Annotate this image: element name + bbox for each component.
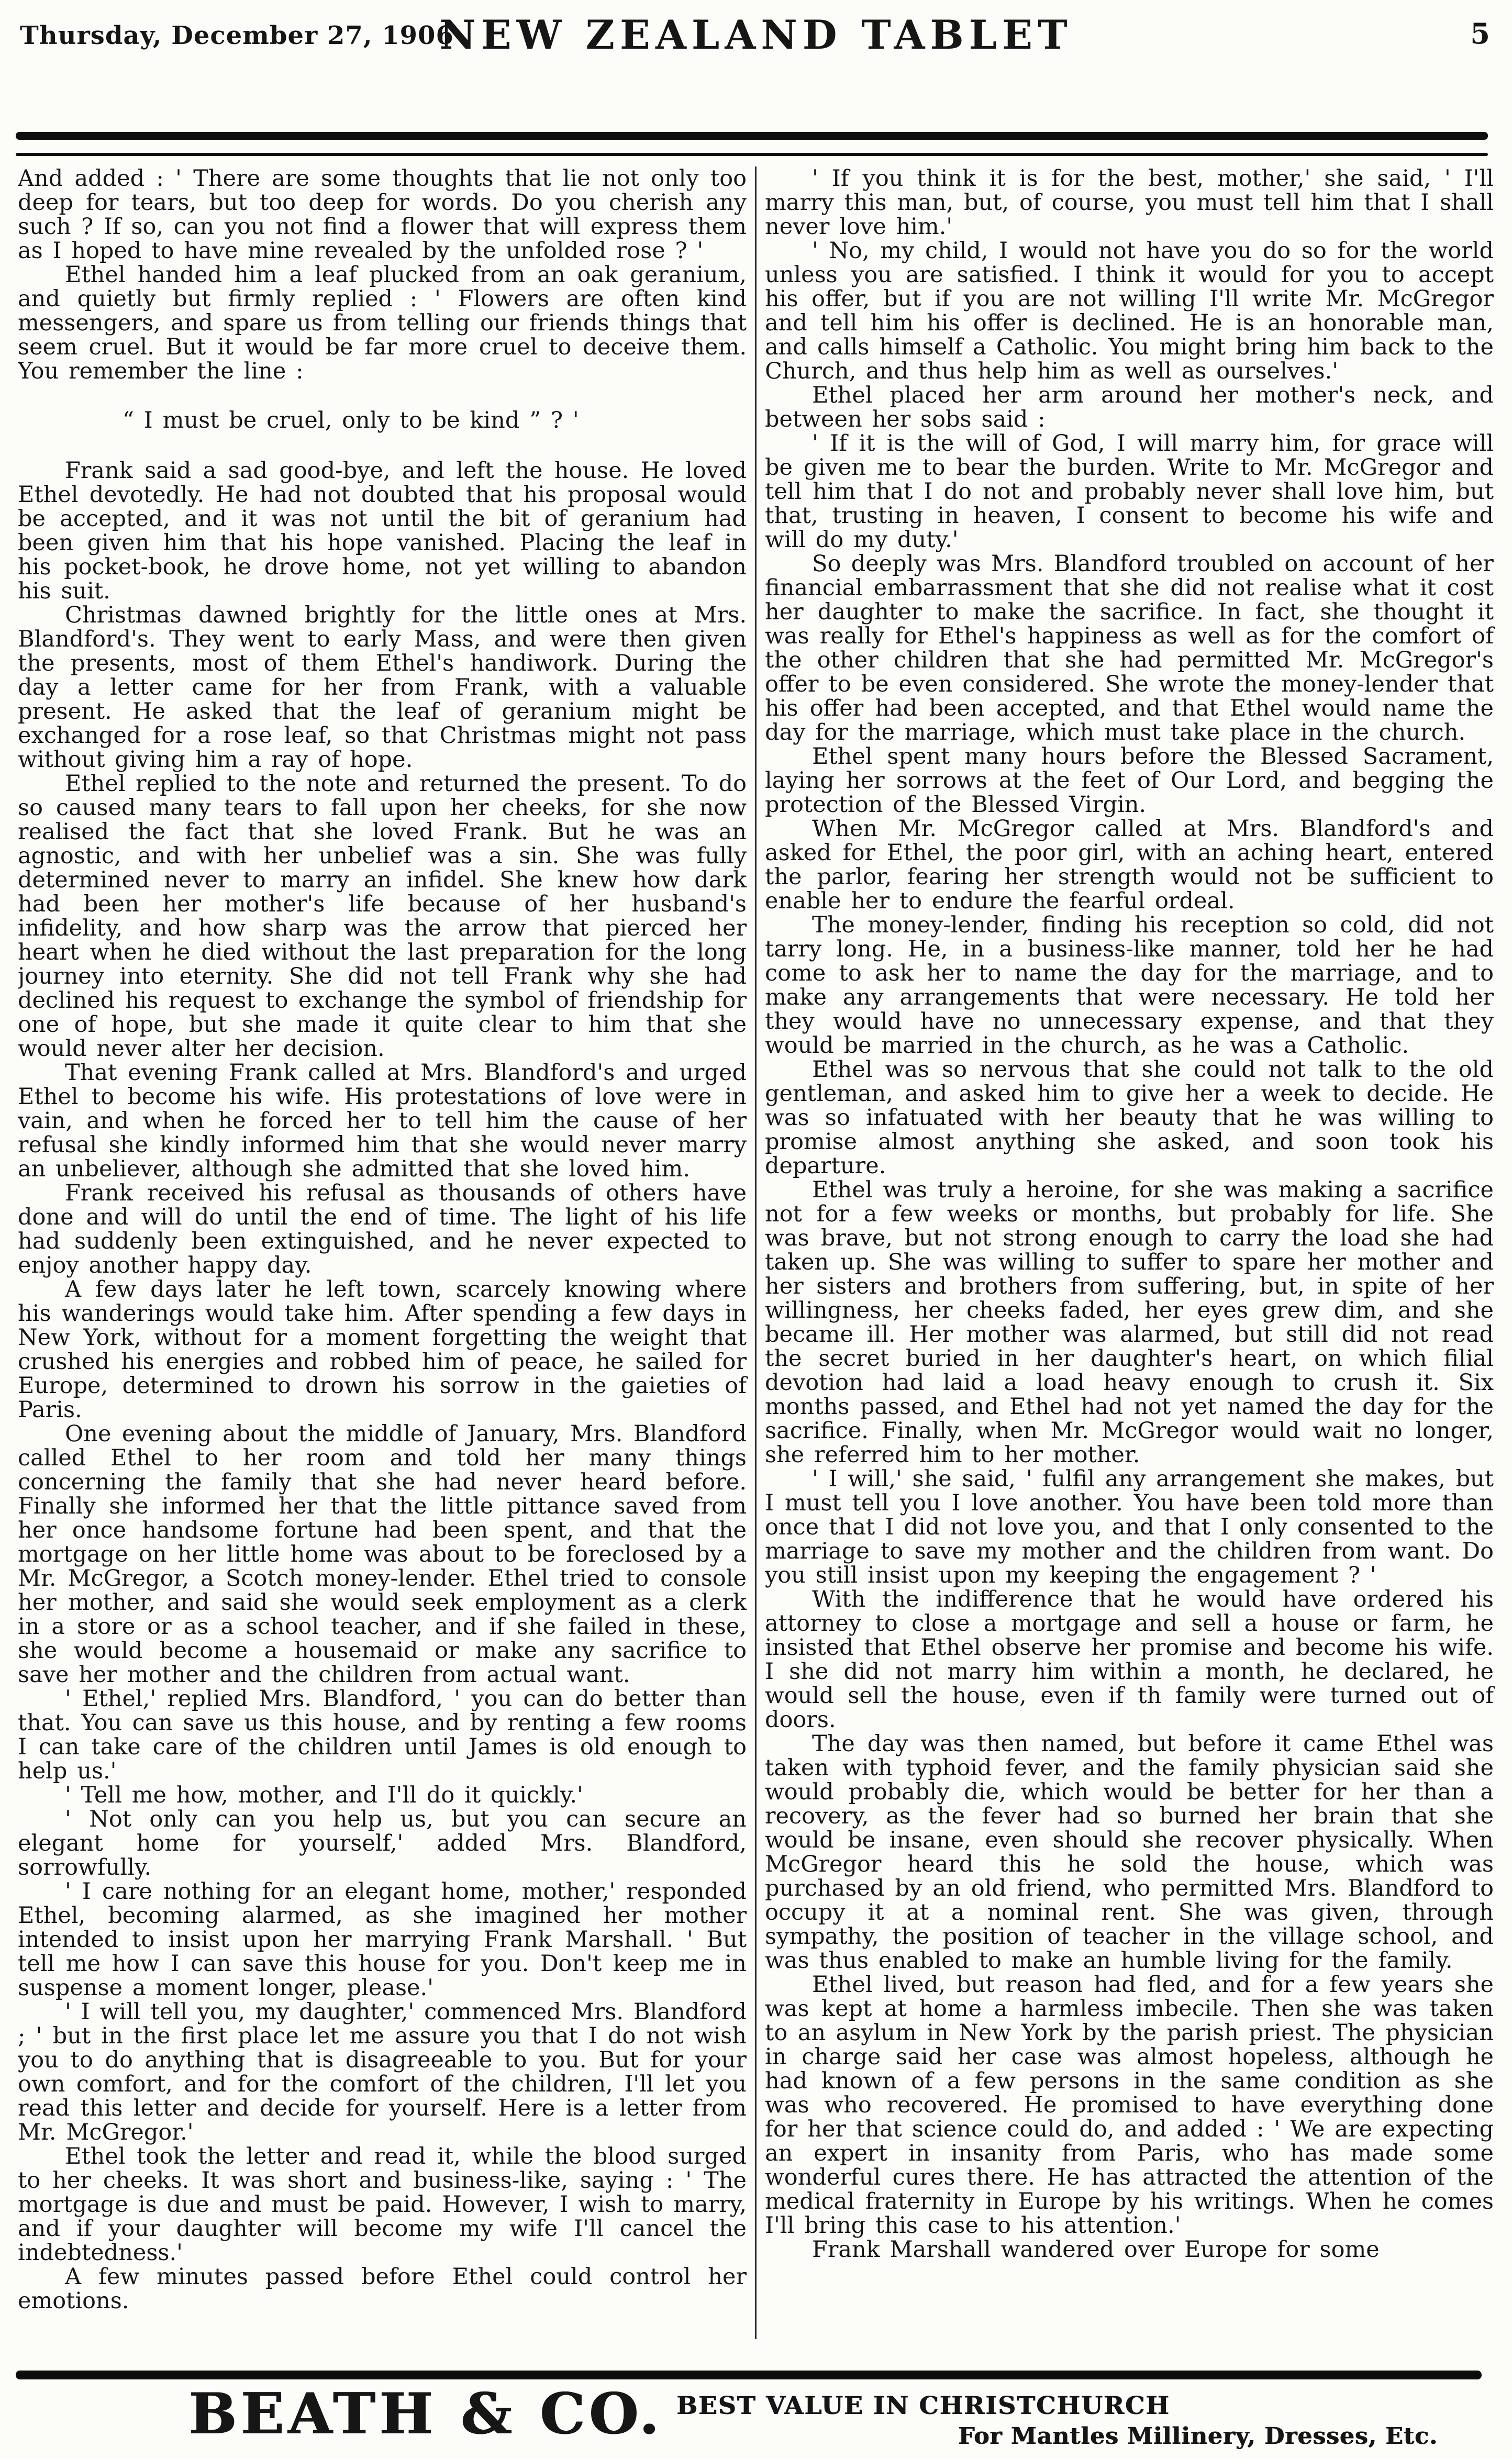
- paragraph: “ I must be cruel, only to be kind ” ? ': [123, 407, 579, 433]
- paragraph: Ethel lived, but reason had fled, and for a few years she was kept at home a harmless imbecile. Then she was taken to an asylum in New York by the parish priest. The physician in charge said her case was almost hopeless, although he had known of a few persons in the same condition as she was who recovered. He promised to have everything done for her that science could do, and added : ' We are expecting an expert in insanity from Paris, who has made some wonderful cures there. He has attracted the attention of the medical fraternity in Europe by his writings. When he comes I'll bring this case to his attention.': [765, 1972, 1494, 2239]
- footer-rule: [16, 2371, 1482, 2379]
- paragraph: Frank said a sad good-bye, and left the house. He loved Ethel devotedly. He had not doubted that his proposal would be accepted, and it was not until the bit of geranium had been given him that his hope vanished. Placing the leaf in his pocket-book, he drove home, not yet willing to abandon his suit.: [18, 458, 747, 604]
- right-column: [765, 166, 1494, 2352]
- advert-tagline: BEST VALUE IN CHRISTCHURCH: [676, 2391, 1170, 2420]
- paragraph: ' I will,' she said, ' fulfil any arrangement she makes, but I must tell you I love another. You have been told more than once that I did not love you, and that I only consented to the marriage to save my mother and the children from want. Do you still insist upon my keeping the engagement ? ': [765, 1466, 1494, 1588]
- paragraph: Ethel was truly a heroine, for she was making a sacrifice not for a few weeks or months, but probably for life. She was brave, but not strong enough to carry the load she had taken up. She was willing to suffer to spare her mother and her sisters and brothers from suffering, but, in spite of her willingness, her cheeks faded, her eyes grew dim, and she became ill. Her mother was alarmed, but still did not read the secret buried in her daughter's heart, on which filial devotion had laid a load heavy enough to crush it. Six months passed, and Ethel had not yet named the day for the sacrifice. Finally, when Mr. McGregor would wait no longer, she referred him to her mother.: [765, 1177, 1494, 1468]
- paragraph: Ethel replied to the note and returned the present. To do so caused many tears to fall upon her cheeks, for she now realised the fact that she loved Frank. But he was an agnostic, and with her unbelief was a sin. She was fully determined never to marry an infidel. She knew how dark had been her mother's life because of her husband's infidelity, and how sharp was the arrow that pierced her heart when he died without the last preparation for the long journey into eternity. She did not tell Frank why she had declined his request to exchange the symbol of friendship for one of hope, but she made it quite clear to him that she would never alter her decision.: [18, 771, 747, 1062]
- paragraph: That evening Frank called at Mrs. Blandford's and urged Ethel to become his wife. His protestations of love were in vain, and when he forced her to tell him the cause of her refusal she kindly informed him that she would never marry an unbeliever, although she admitted that she loved him.: [18, 1060, 747, 1182]
- paragraph: ' Tell me how, mother, and I'll do it quickly.': [65, 1782, 583, 1808]
- left-column: [18, 166, 747, 2352]
- paragraph: ' Ethel,' replied Mrs. Blandford, ' you can do better than that. You can save us this house, and by renting a few rooms I can take care of the children until James is old enough to help us.': [18, 1686, 747, 1784]
- paragraph: Ethel took the letter and read it, while the blood surged to her cheeks. It was short and business-like, saying : ' The mortgage is due and must be paid. However, I wish to marry, and if your daughter will become my wife I'll cancel the indebtedness.': [18, 2143, 747, 2266]
- advertiser-name: BEATH & CO.: [188, 2381, 663, 2447]
- paragraph: ' If you think it is for the best, mother,' she said, ' I'll marry this man, but, of course, you must tell him that I shall never love him.': [765, 166, 1494, 240]
- paragraph: Christmas dawned brightly for the little ones at Mrs. Blandford's. They went to early Mass, and were then given the presents, most of them Ethel's handiwork. During the day a letter came for her from Frank, with a valuable present. He asked that the leaf of geranium might be exchanged for a rose leaf, so that Christmas might not pass without giving him a ray of hope.: [18, 602, 747, 773]
- header-rule-top: [16, 132, 1488, 140]
- paragraph: And added : ' There are some thoughts that lie not only too deep for tears, but too deep for words. Do you cherish any such ? If so, can you not find a flower that will express them as I hoped to have mine revealed by the unfolded rose ? ': [18, 166, 747, 264]
- paragraph: A few minutes passed before Ethel could control her emotions.: [18, 2264, 747, 2314]
- column-divider: [755, 166, 757, 2339]
- paragraph: Ethel spent many hours before the Blessed Sacrament, laying her sorrows at the feet of Our Lord, and begging the protection of the Blessed Virgin.: [765, 743, 1494, 818]
- paragraph: Ethel handed him a leaf plucked from an oak geranium, and quietly but firmly replied : ' Flowers are often kind messengers, and spare us from telling our friends things that seem cruel. But it would be far more cruel to deceive them. You remember the line :: [18, 262, 747, 384]
- article-body: [18, 166, 1495, 2352]
- paragraph: Ethel was so nervous that she could not talk to the old gentleman, and asked him to give her a week to decide. He was so infatuated with her beauty that he was willing to promise almost anything she asked, and soon took his departure.: [765, 1056, 1494, 1179]
- masthead: [20, 12, 1492, 64]
- paragraph: So deeply was Mrs. Blandford troubled on account of her financial embarrassment that she did not realise what it cost her daughter to make the sacrifice. In fact, she thought it was really for Ethel's happiness as well as for the comfort of the other children that she had permitted Mr. McGregor's offer to be even considered. She wrote the money-lender that his offer had been accepted, and that Ethel would name the day for the marriage, which must take place in the church.: [765, 551, 1494, 746]
- paragraph: ' I care nothing for an elegant home, mother,' responded Ethel, becoming alarmed, as she imagined her mother intended to insist upon her marrying Frank Marshall. ' But tell me how I can save this house for you. Don't keep me in suspense a moment longer, please.': [18, 1878, 747, 2001]
- paragraph: ' I will tell you, my daughter,' commenced Mrs. Blandford ; ' but in the first place let me assure you that I do not wish you to do anything that is disagreeable to you. But for your own comfort, and for the comfort of the children, I'll let you read this letter and decide for yourself. Here is a letter from Mr. McGregor.': [18, 1999, 747, 2145]
- masthead-date: Thursday, December 27, 1906: [20, 21, 454, 50]
- paragraph: With the indifference that he would have ordered his attorney to close a mortgage and sell a house or farm, he insisted that Ethel observe her promise and become his wife. I she did not marry him within a month, he declared, he would sell the house, even if th family were turned out of doors.: [765, 1586, 1494, 1733]
- paragraph: ' If it is the will of God, I will marry him, for grace will be given me to bear the burden. Write to Mr. McGregor and tell him that I do not and probably never shall love him, but that, trusting in heaven, I consent to become his wife and will do my duty.': [765, 430, 1494, 553]
- masthead-title: NEW ZEALAND TABLET: [439, 12, 1073, 58]
- paragraph: Frank Marshall wandered over Europe for some: [812, 2237, 1380, 2263]
- paragraph: Ethel placed her arm around her mother's neck, and between her sobs said :: [765, 382, 1494, 432]
- paragraph: ' No, my child, I would not have you do so for the world unless you are satisfied. I think it would for you to accept his offer, but if you are not willing I'll write Mr. McGregor and tell him his offer is declined. He is an honorable man, and calls himself a Catholic. You might bring him back to the Church, and thus help him as well as ourselves.': [765, 238, 1494, 384]
- page-number: 5: [1470, 17, 1490, 50]
- paragraph: A few days later he left town, scarcely knowing where his wanderings would take him. After spending a few days in New York, without for a moment forgetting the weight that crushed his energies and robbed him of peace, he sailed for Europe, determined to drown his sorrow in the gaieties of Paris.: [18, 1276, 747, 1423]
- paragraph: One evening about the middle of January, Mrs. Blandford called Ethel to her room and told her many things concerning the family that she had never heard before. Finally she informed her that the little pittance saved from her once handsome fortune had been spent, and that the mortgage on her little home was about to be foreclosed by a Mr. McGregor, a Scotch money-lender. Ethel tried to console her mother, and said she would seek employment as a clerk in a store or as a school teacher, and if she failed in these, she would become a housemaid or make any sacrifice to save her mother and the children from actual want.: [18, 1421, 747, 1688]
- advert-details: For Mantles Millinery, Dresses, Etc.: [958, 2423, 1438, 2450]
- paragraph: The money-lender, finding his reception so cold, did not tarry long. He, in a business-like manner, told her he had come to ask her to name the day for the marriage, and to make any arrangements that were necessary. He told her they would have no unnecessary expense, and that they would be married in the church, as he was a Catholic.: [765, 912, 1494, 1059]
- header-rule-bottom: [16, 153, 1488, 156]
- paragraph: The day was then named, but before it came Ethel was taken with typhoid fever, and the family physician said she would probably die, which would be better for her than a recovery, as the fever had so burned her brain that she would be insane, even should she recover physically. When McGregor heard this he sold the house, which was purchased by an old friend, who permitted Mrs. Blandford to occupy it at a nominal rent. She was given, through sympathy, the position of teacher in the village school, and was thus enabled to make an humble living for the family.: [765, 1731, 1494, 1974]
- paragraph: ' Not only can you help us, but you can secure an elegant home for yourself,' added Mrs. Blandford, sorrowfully.: [18, 1806, 747, 1881]
- paragraph: Frank received his refusal as thousands of others have done and will do until the end of time. The light of his life had suddenly been extinguished, and he never expected to enjoy another happy day.: [18, 1180, 747, 1278]
- paragraph: When Mr. McGregor called at Mrs. Blandford's and asked for Ethel, the poor girl, with an aching heart, entered the parlor, fearing her strength would not be sufficient to enable her to endure the fearful ordeal.: [765, 816, 1494, 914]
